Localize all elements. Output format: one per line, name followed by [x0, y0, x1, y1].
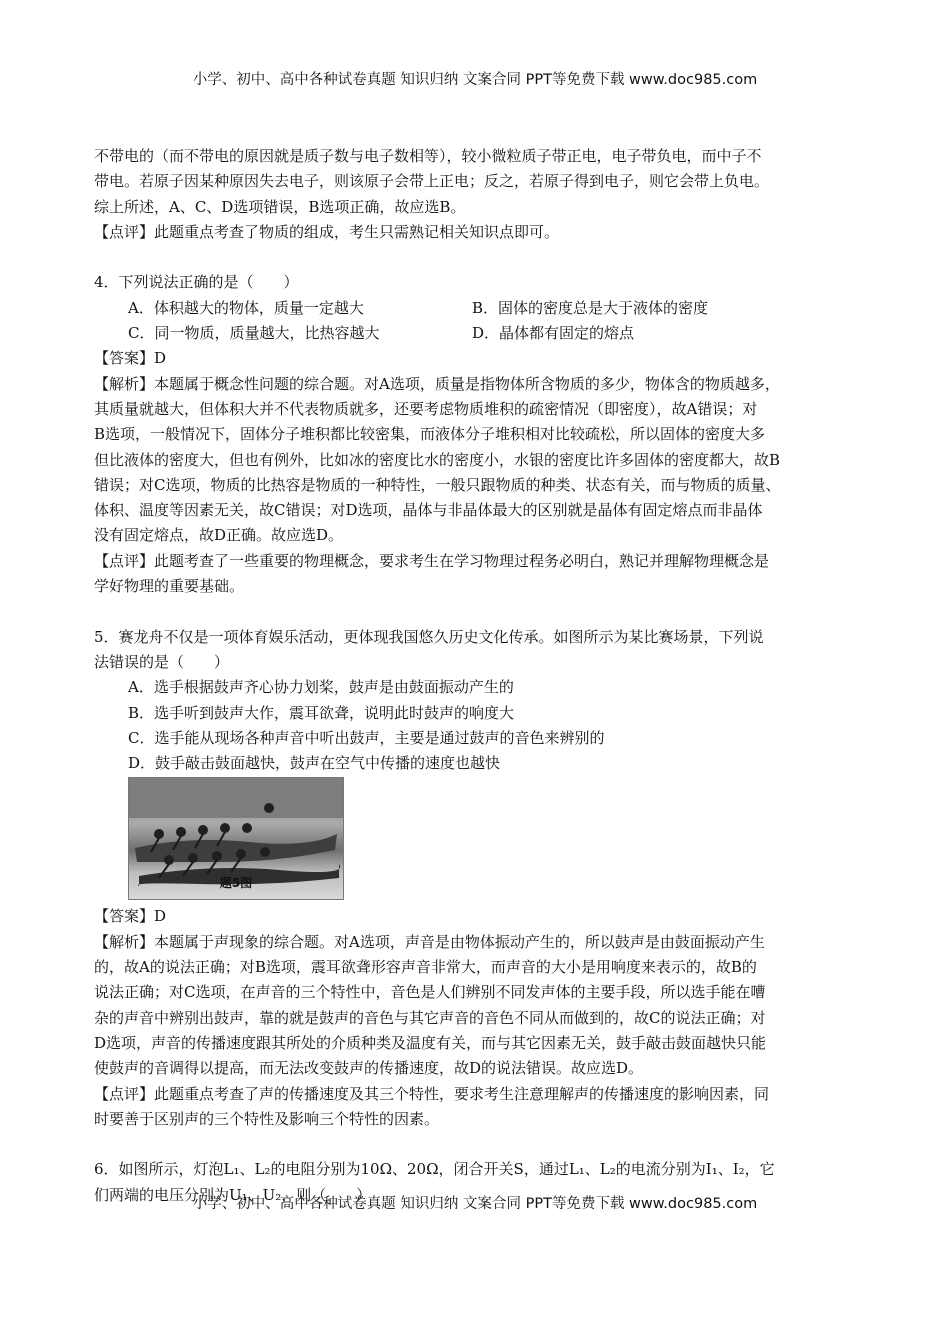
q4-options-row-2: [94, 321, 864, 346]
q5-answer: 【答案】D: [94, 907, 167, 926]
q4-comment-line: 学好物理的重要基础。: [94, 577, 245, 596]
q5-stem-line: 法错误的是（ ）: [94, 652, 230, 671]
page-footer: 小学、初中、高中各种试卷真题 知识归纳 文案合同 PPT等免费下载 www.doc985.com: [192, 1196, 758, 1212]
q5-analysis-line: 说法正确；对C选项，在声音的三个特性中，音色是人们辨别不同发声体的主要手段，所以选手能在嘈: [94, 983, 766, 1002]
q4-option-d: D．晶体都有固定的熔点: [472, 324, 635, 343]
q4-analysis-line: 其质量就越大，但体积大并不代表物质就多，还要考虑物质堆积的疏密情况（即密度），故A错误；对: [94, 399, 758, 418]
q5-comment-line: 时要善于区别声的三个特性及影响三个特性的因素。: [94, 1109, 440, 1128]
q3-comment: 【点评】此题重点考查了物质的组成，考生只需熟记相关知识点即可。: [94, 222, 560, 241]
q4-analysis-line: 体积、温度等因素无关，故C错误；对D选项，晶体与非晶体最大的区别就是晶体有固定熔点而非晶体: [94, 501, 763, 520]
q5-option-a: A．选手根据鼓声齐心协力划桨，鼓声是由鼓面振动产生的: [128, 678, 514, 697]
q4-analysis-line: 错误；对C选项，物质的比热容是物质的一种特性，一般只跟物质的种类、状态有关，而与物质的质量、: [94, 475, 781, 494]
q5-analysis-line: 杂的声音中辨别出鼓声，靠的就是鼓声的音色与其它声音的音色不同从而做到的，故C的说法正确；对: [94, 1008, 766, 1027]
q5-analysis-line: D选项，声音的传播速度跟其所处的介质种类及温度有关，而与其它因素无关，鼓手敲击鼓面越快只能: [94, 1033, 767, 1052]
q4-analysis-line: 【解析】本题属于概念性问题的综合题。对A选项，质量是指物体所含物质的多少，物体含的物质越多，: [94, 374, 780, 393]
q4-option-a: A．体积越大的物体，质量一定越大: [128, 298, 364, 317]
q4-analysis-line: 没有固定熔点，故D正确。故应选D。: [94, 526, 344, 545]
q4-analysis-line: B选项，一般情况下，固体分子堆积都比较密集，而液体分子堆积相对比较疏松，所以固体的密度大多: [94, 425, 766, 444]
q4-analysis-line: 但比液体的密度大，但也有例外，比如冰的密度比水的密度小，水银的密度比许多固体的密度都大，故B: [94, 450, 781, 469]
q3-line: 带电。若原子因某种原因失去电子，则该原子会带上正电；反之，若原子得到电子，则它会带上负电。: [94, 172, 770, 191]
q5-comment-line: 【点评】此题重点考查了声的传播速度及其三个特性，要求考生注意理解声的传播速度的影响因素，同: [94, 1084, 770, 1103]
dragon-boat-photo: [128, 777, 344, 900]
q3-line: 不带电的（而不带电的原因就是质子数与电子数相等），较小微粒质子带正电，电子带负电，而中子不: [94, 147, 762, 165]
q5-option-d: D．鼓手敲击鼓面越快，鼓声在空气中传播的速度也越快: [128, 754, 501, 773]
q3-line: 综上所述，A、C、D选项错误，B选项正确，故应选B。: [94, 197, 466, 216]
q5-analysis-line: 使鼓声的音调得以提高，而无法改变鼓声的传播速度，故D的说法错误。故应选D。: [94, 1059, 644, 1078]
q5-analysis-line: 的，故A的说法正确；对B选项，震耳欲聋形容声音非常大，而声音的大小是用响度来表示的，故B的: [94, 958, 757, 977]
q4-comment-line: 【点评】此题考查了一些重要的物理概念，要求考生在学习物理过程务必明白，熟记并理解物理概念是: [94, 551, 770, 570]
q6-stem-line: 们两端的电压分别为U₁、U₂，则（ ）: [94, 1185, 372, 1204]
page-header: 小学、初中、高中各种试卷真题 知识归纳 文案合同 PPT等免费下载 www.doc985.com: [192, 72, 758, 88]
q5-option-b: B．选手听到鼓声大作，震耳欲聋，说明此时鼓声的响度大: [128, 703, 515, 722]
q4-option-b: B．固体的密度总是大于液体的密度: [472, 298, 709, 317]
q5-stem-line: 5．赛龙舟不仅是一项体育娱乐活动，更体现我国悠久历史文化传承。如图所示为某比赛场景，下列说: [94, 627, 764, 646]
q6-stem-line: 6．如图所示，灯泡L₁、L₂的电阻分别为10Ω、20Ω，闭合开关S，通过L₁、L₂的电流分别为I₁、I₂，它: [94, 1160, 775, 1179]
q5-option-c: C．选手能从现场各种声音中听出鼓声，主要是通过鼓声的音色来辨别的: [128, 728, 605, 747]
q4-stem: 4．下列说法正确的是（ ）: [94, 273, 299, 292]
q4-answer: 【答案】D: [94, 349, 167, 368]
q4-option-c: C．同一物质，质量越大，比热容越大: [128, 324, 380, 343]
document-body: [94, 144, 864, 1208]
q5-analysis-line: 【解析】本题属于声现象的综合题。对A选项，声音是由物体振动产生的，所以鼓声是由鼓面振动产生: [94, 932, 765, 951]
q4-options-row-1: [94, 296, 864, 321]
figure-caption: 题5图: [219, 876, 253, 891]
